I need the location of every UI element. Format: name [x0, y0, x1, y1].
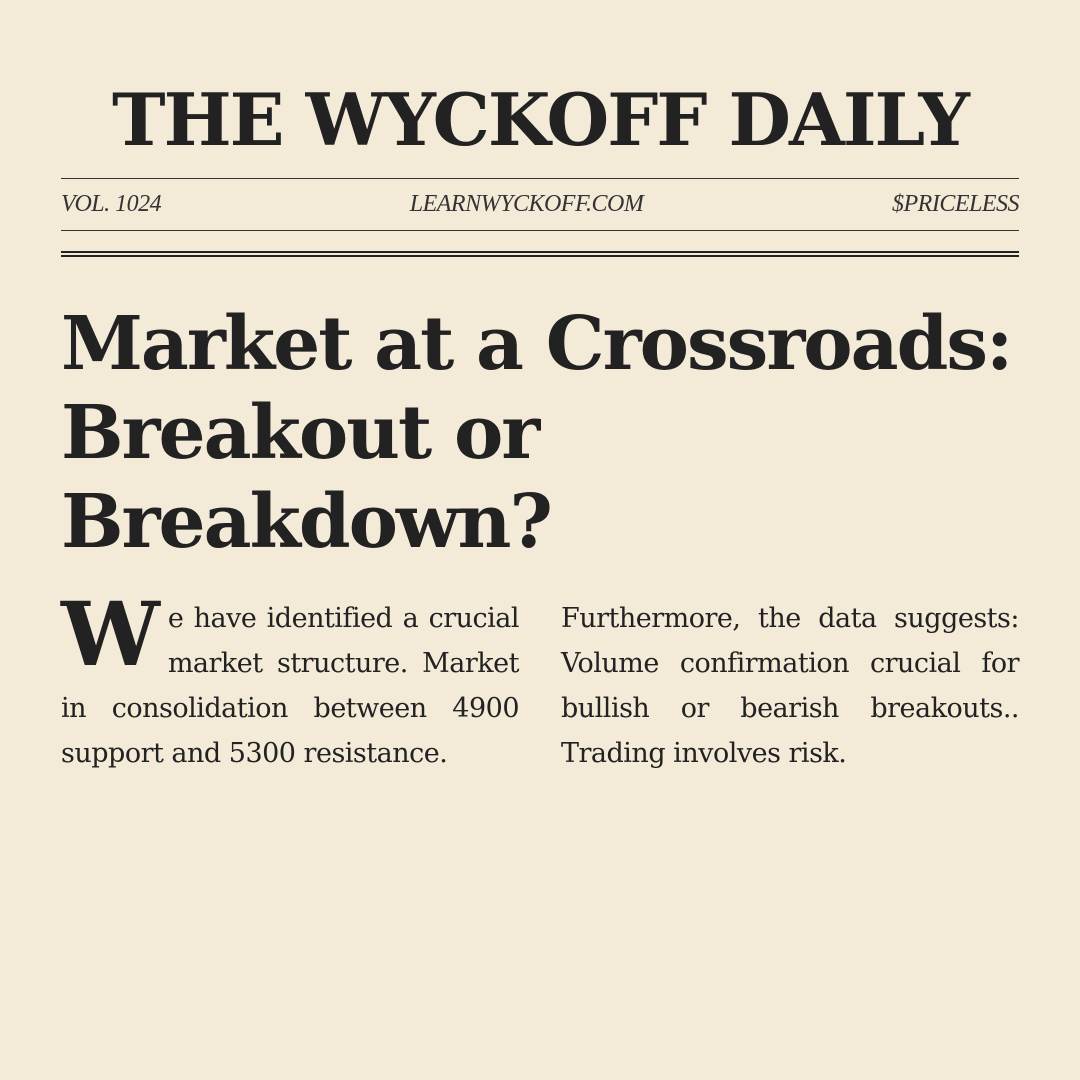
- article-column-1: [61, 582, 519, 776]
- masthead-bottom-rule: [61, 230, 1019, 231]
- price-label: $PRICELESS: [892, 190, 1019, 217]
- masthead-top-rule: [61, 178, 1019, 179]
- masthead-double-rule: [61, 251, 1019, 257]
- column-2-text: Furthermore, the data suggests: Volume confirmation crucial for bullish or bearish breakouts.. Trading involves risk.: [561, 603, 1019, 769]
- volume-label: VOL. 1024: [61, 190, 162, 217]
- masthead-info-bar: [61, 187, 1019, 221]
- newspaper-page: [61, 0, 1019, 1080]
- article-headline: Market at a Crossroads: Breakout or Breakdown?: [61, 301, 1012, 565]
- article-column-2: [561, 596, 1019, 776]
- article-body: [61, 582, 1019, 776]
- website-label: LEARNWYCKOFF.COM: [409, 190, 644, 217]
- masthead-title: THE WYCKOFF DAILY: [112, 77, 968, 162]
- drop-cap: W: [61, 582, 156, 686]
- column-1-text: e have identified a crucial market structure. Market in consolidation between 4900 support and 5300 resistance.: [61, 603, 519, 769]
